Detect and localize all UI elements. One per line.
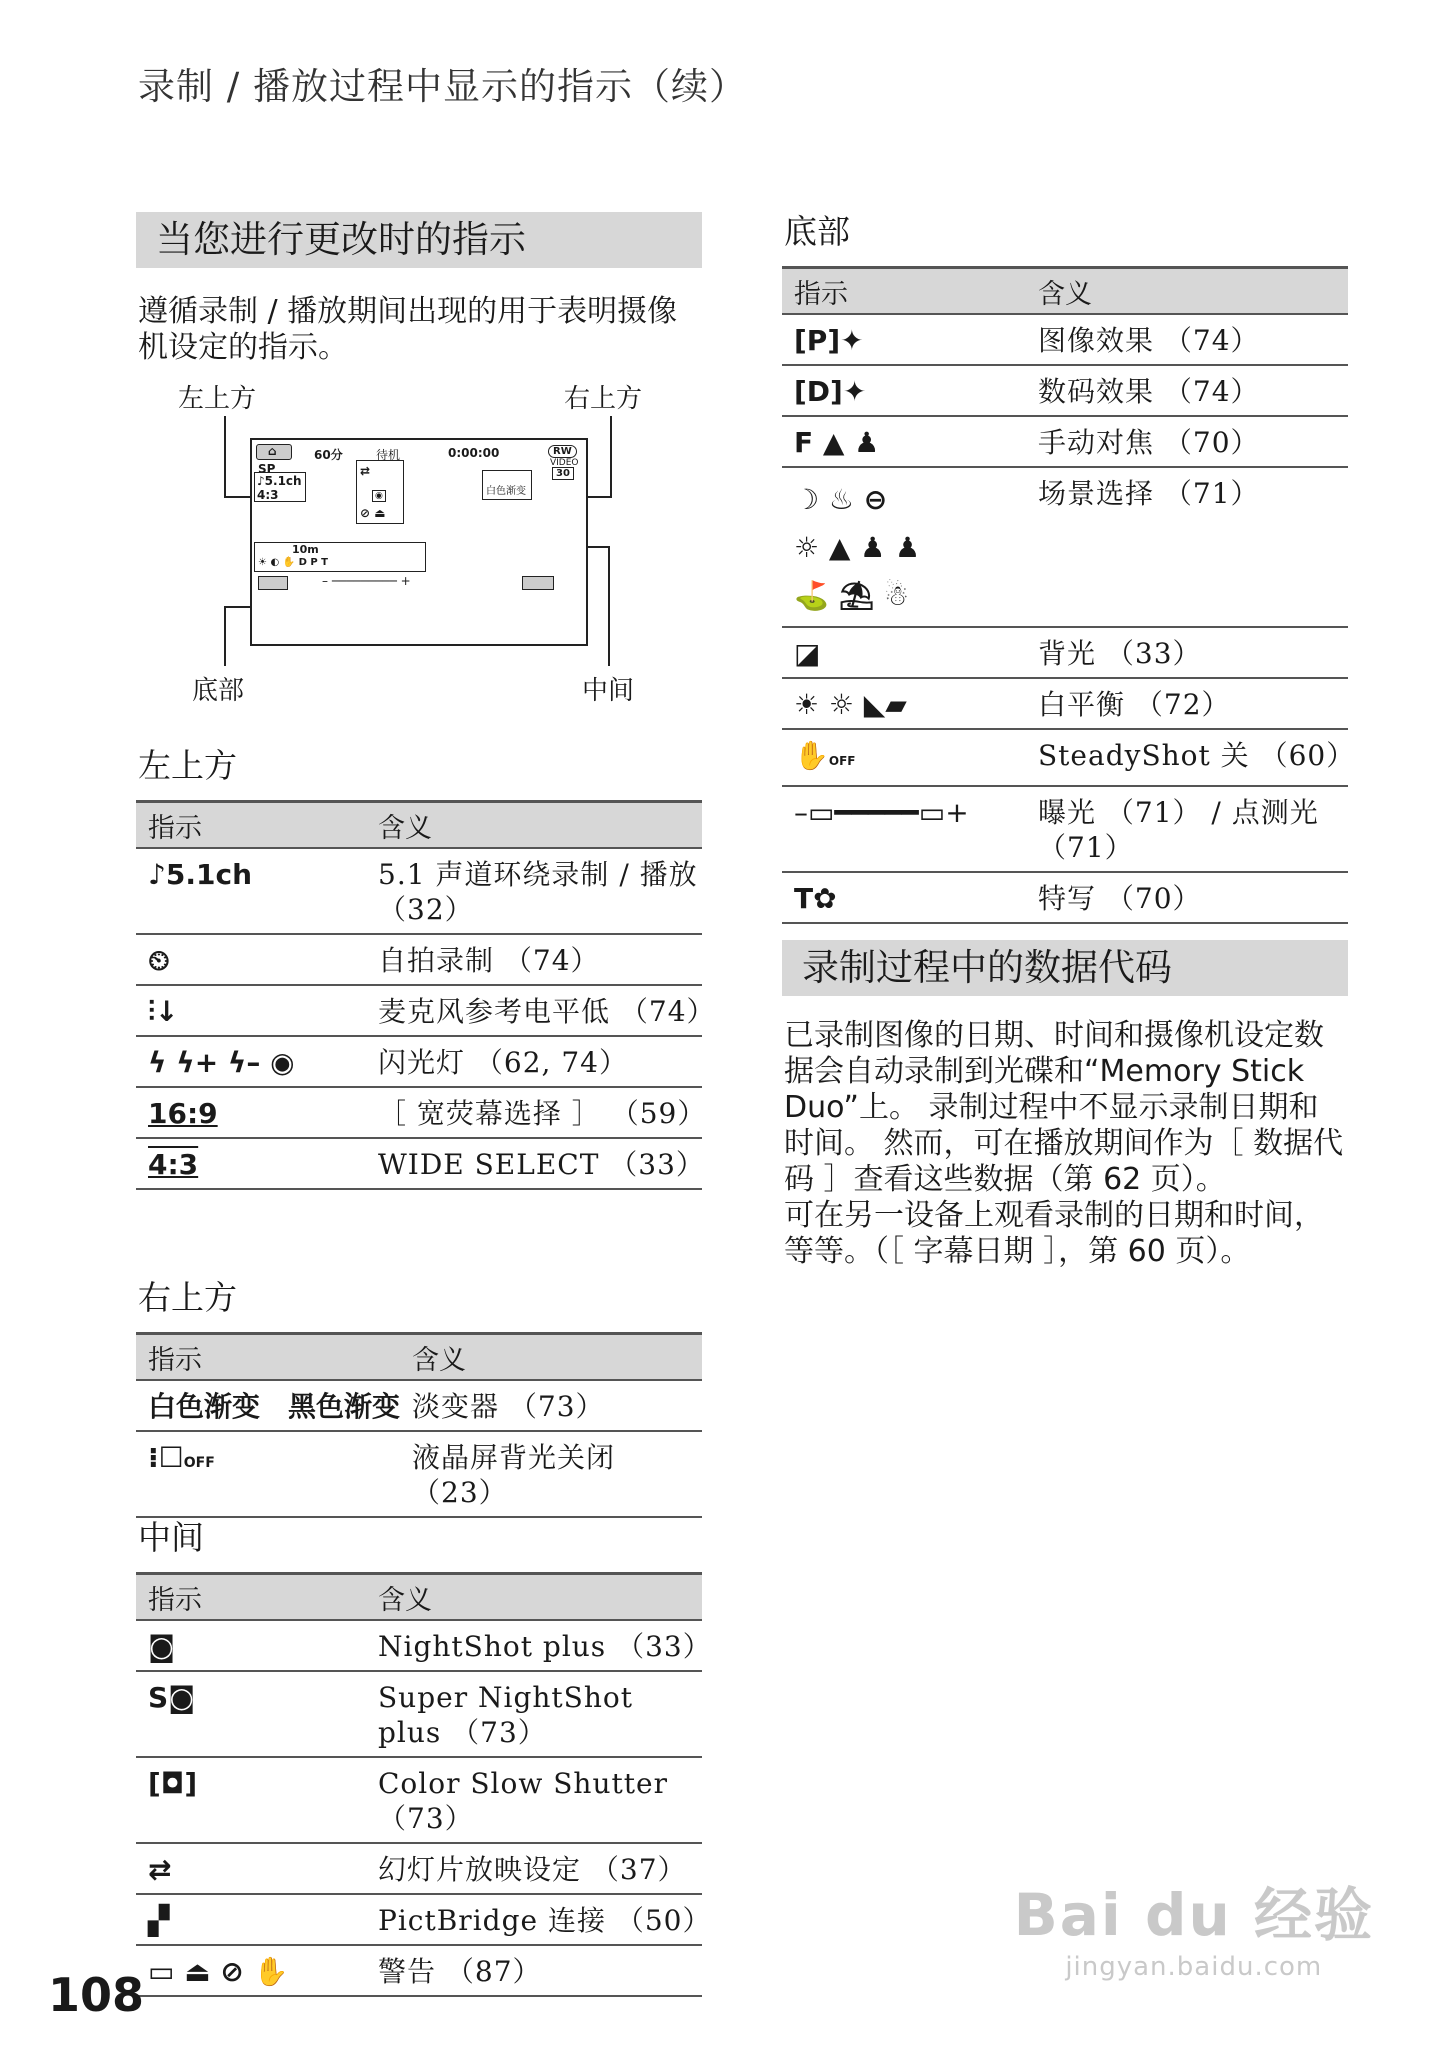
- lcd-screen: [250, 438, 588, 646]
- table-row: [136, 1087, 702, 1138]
- steadyshot-off-icon: ✋OFF: [782, 729, 1026, 786]
- exposure-bar: – ───────── +: [322, 574, 411, 588]
- meaning-cell: 数码效果 （74）: [1026, 365, 1348, 416]
- manual-focus-icons: F ▲ ♟: [782, 416, 1026, 467]
- table-row: [782, 314, 1348, 365]
- video-label: VIDEO: [550, 458, 579, 468]
- home-icon: ⌂: [268, 444, 277, 458]
- backlight-icon: ◪: [782, 627, 1026, 678]
- standby-status: 待机: [376, 448, 401, 462]
- col-meaning: 含义: [1026, 268, 1348, 315]
- exposure-bar-icon: –▭━━━━━▭+: [782, 786, 1026, 872]
- change-section-intro: 遵循录制 / 播放期间出现的用于表明摄像机设定的指示。: [138, 294, 678, 365]
- scene-selection-icons: ☽ ♨ ⊖ ☼ ▲ ♟ ♟ ⛳ ⛱ ☃: [782, 467, 1026, 627]
- table-row: [136, 848, 702, 934]
- diagram-label-center: 中间: [582, 676, 635, 706]
- meaning-cell: 警告 （87）: [366, 1945, 702, 1996]
- aspect-indicator: 4:3: [257, 488, 279, 502]
- table-row: [136, 1036, 702, 1087]
- wide-16-9-icon: 16:9: [136, 1087, 366, 1138]
- bottom-icons: ☀ ◐ ✋ D P T: [258, 557, 328, 568]
- meaning-cell: 液晶屏背光关闭 （23）: [400, 1431, 702, 1517]
- table-row: [136, 1945, 702, 1996]
- data-code-paragraph-2: 可在另一设备上观看录制的日期和时间，等等。（［ 字幕日期 ］，第 60 页）。: [784, 1198, 1324, 1269]
- col-indicator: 指示: [136, 1574, 366, 1621]
- table-row: [136, 1620, 702, 1671]
- timecode: 0:00:00: [448, 446, 500, 460]
- white-balance-icons: ☀ ☼ ◣▰: [782, 678, 1026, 729]
- meaning-cell: Color Slow Shutter （73）: [366, 1757, 702, 1843]
- watermark-url: jingyan.baidu.com: [1065, 1952, 1323, 1982]
- meaning-cell: SteadyShot 关 （60）: [1026, 729, 1348, 786]
- top-right-table: [136, 1332, 702, 1518]
- aspect-4-3-icon: 4:3: [136, 1138, 366, 1189]
- page-header-title: 录制 / 播放过程中显示的指示（续）: [138, 65, 747, 108]
- tele-macro-icon: T✿: [782, 872, 1026, 923]
- pictbridge-icon: ▞: [136, 1894, 366, 1945]
- meaning-cell: 淡变器 （73）: [400, 1380, 702, 1431]
- meaning-cell: 曝光 （71） / 点测光 （71）: [1026, 786, 1348, 872]
- data-code-paragraph-1: 已录制图像的日期、时间和摄像机设定数据会自动录制到光碟和“Memory Stick Duo”上。 录制过程中不显示录制日期和时间。 然而，可在播放期间作为［ 数据代码 ］查看这些数据（第 62 页）。: [784, 1018, 1344, 1197]
- warning-icons: ▭ ⏏ ⊘ ✋: [136, 1945, 366, 1996]
- center-heading: 中间: [138, 1518, 204, 1557]
- bottom-table: [782, 266, 1356, 924]
- slideshow-icon: ⇄: [360, 464, 371, 478]
- diagram-label-top-left: 左上方: [178, 384, 257, 414]
- color-slow-shutter-icon: [◘]: [136, 1757, 366, 1843]
- diagram-label-top-right: 右上方: [564, 384, 643, 414]
- meaning-cell: WIDE SELECT （33）: [366, 1138, 702, 1189]
- meaning-cell: 麦克风参考电平低 （74）: [366, 985, 702, 1036]
- fader-icons: 白色渐变 黑色渐变: [136, 1380, 400, 1431]
- table-row: [782, 467, 1348, 627]
- col-indicator: 指示: [136, 1334, 400, 1381]
- meaning-cell: 幻灯片放映设定 （37）: [366, 1843, 702, 1894]
- page-number: 108: [48, 1968, 145, 2022]
- table-row: [136, 1138, 702, 1189]
- audio-indicator: ♪5.1ch: [257, 474, 302, 488]
- lcd-backlight-off-icon: ⁝☐OFF: [136, 1431, 400, 1517]
- table-row: [136, 1671, 702, 1757]
- col-meaning: 含义: [366, 802, 702, 849]
- surround-icon: ♪5.1ch: [136, 848, 366, 934]
- table-row: [782, 786, 1348, 872]
- col-meaning: 含义: [400, 1334, 702, 1381]
- top-left-table: [136, 800, 716, 1190]
- center-table: [136, 1572, 712, 1997]
- warning-icons: ⊘ ⏏: [360, 506, 386, 520]
- table-row: [136, 934, 702, 985]
- meaning-cell: 手动对焦 （70）: [1026, 416, 1348, 467]
- table-row: [136, 1380, 702, 1431]
- top-right-heading: 右上方: [138, 1278, 237, 1317]
- table-row: [782, 627, 1348, 678]
- mic-level-icon: ⫶↓: [136, 985, 366, 1036]
- top-left-heading: 左上方: [138, 746, 237, 785]
- watermark-brand: Bai du 经验: [1013, 1881, 1374, 1949]
- table-row: [136, 1843, 702, 1894]
- fader-indicator: 白色渐变: [486, 486, 526, 497]
- table-row: [782, 729, 1348, 786]
- meaning-cell: Super NightShot plus （73）: [366, 1671, 702, 1757]
- table-row: [782, 678, 1348, 729]
- focus-distance: 10m: [292, 543, 319, 556]
- camera-screen-diagram: [150, 378, 670, 708]
- table-row: [136, 985, 702, 1036]
- digital-effect-icon: [D]✦: [782, 365, 1026, 416]
- meaning-cell: 闪光灯 （62, 74）: [366, 1036, 702, 1087]
- battery-indicator: 60分: [314, 448, 343, 462]
- flash-icons: ϟ ϟ+ ϟ– ◉: [136, 1036, 366, 1087]
- col-indicator: 指示: [136, 802, 366, 849]
- col-meaning: 含义: [366, 1574, 702, 1621]
- nightshot-icon: ◙: [136, 1620, 366, 1671]
- meaning-cell: 背光 （33）: [1026, 627, 1348, 678]
- remaining-time: 30: [552, 467, 574, 480]
- picture-effect-icon: [P]✦: [782, 314, 1026, 365]
- table-row: [782, 416, 1348, 467]
- table-row: [136, 1431, 702, 1517]
- rec-mode: SP: [258, 462, 276, 476]
- disc-type: RW: [548, 445, 577, 458]
- nightshot-icon: ◉: [372, 490, 386, 502]
- meaning-cell: NightShot plus （33）: [366, 1620, 702, 1671]
- bottom-heading: 底部: [784, 212, 850, 251]
- meaning-cell: 场景选择 （71）: [1026, 467, 1348, 627]
- meaning-cell: 5.1 声道环绕录制 / 播放 （32）: [366, 848, 702, 934]
- col-indicator: 指示: [782, 268, 1026, 315]
- meaning-cell: 特写 （70）: [1026, 872, 1348, 923]
- data-code-section-title: 录制过程中的数据代码: [782, 940, 1348, 996]
- super-nightshot-icon: S◙: [136, 1671, 366, 1757]
- self-timer-icon: ⏲: [136, 934, 366, 985]
- table-row: [136, 1757, 702, 1843]
- baidu-watermark: [1014, 1868, 1374, 1982]
- meaning-cell: ［ 宽荧幕选择 ］ （59）: [366, 1087, 702, 1138]
- table-row: [136, 1894, 702, 1945]
- slideshow-repeat-icon: ⇄: [136, 1843, 366, 1894]
- change-section-title: 当您进行更改时的指示: [136, 212, 702, 268]
- meaning-cell: PictBridge 连接 （50）: [366, 1894, 702, 1945]
- meaning-cell: 自拍录制 （74）: [366, 934, 702, 985]
- table-row: [782, 872, 1348, 923]
- table-row: [782, 365, 1348, 416]
- diagram-label-bottom: 底部: [192, 676, 245, 706]
- meaning-cell: 白平衡 （72）: [1026, 678, 1348, 729]
- meaning-cell: 图像效果 （74）: [1026, 314, 1348, 365]
